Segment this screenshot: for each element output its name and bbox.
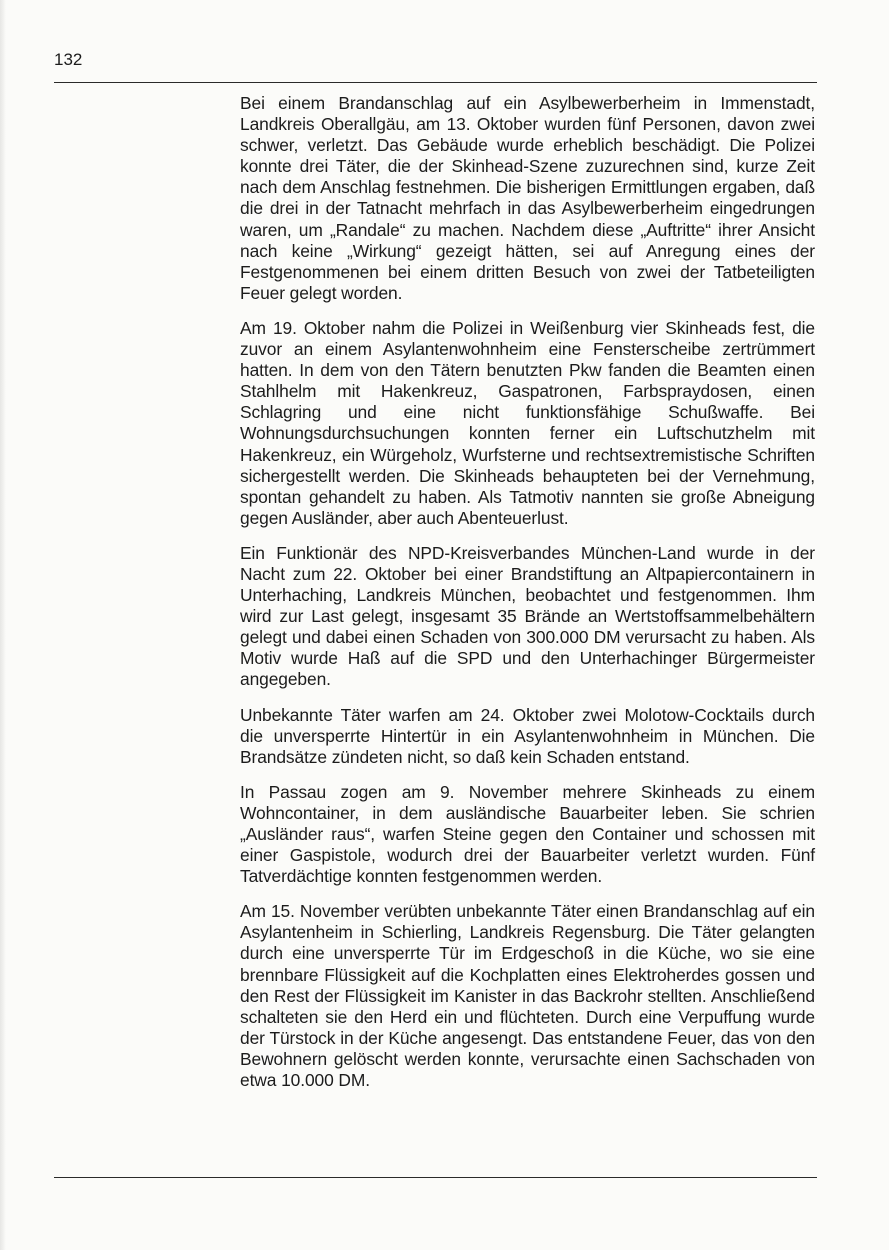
- paragraph-immenstadt: Bei einem Brandanschlag auf ein Asylbewerberheim in Immenstadt, Landkreis Oberallgäu, am 13. Oktober wurden fünf Personen, davon zwei schwer, verletzt. Das Gebäude wurde erheblich beschädigt. Die Polizei konnte drei Täter, die der Skinhead-Szene zuzurechnen sind, kurze Zeit nach dem Anschlag festnehmen. Die bisherigen Ermittlungen ergaben, daß die drei in der Tatnacht mehrfach in das Asylbewerberheim eingedrungen waren, um „Randale“ zu machen. Nachdem diese „Auftritte“ ihrer Ansicht nach keine „Wirkung“ gezeigt hätten, sei auf Anregung eines der Festgenommenen bei einem dritten Besuch von zwei der Tatbeteiligten Feuer gelegt worden.: [240, 93, 815, 303]
- paragraph-muenchen: Unbekannte Täter warfen am 24. Oktober zwei Molotow-Cocktails durch die unversperrte Hintertür in ein Asylantenwohnheim in München. Die Brandsätze zündeten nicht, so daß kein Schaden entstand.: [240, 704, 815, 767]
- page-number: 132: [54, 50, 83, 69]
- footer-rule: [54, 1177, 817, 1178]
- body-text: [240, 93, 815, 1105]
- paragraph-schierling: Am 15. November verübten unbekannte Täter einen Brandanschlag auf ein Asylantenheim in Schierling, Landkreis Regensburg. Die Täter gelangten durch eine unversperrte Tür im Erdgeschoß in die Küche, wo sie eine brennbare Flüssigkeit auf die Kochplatten eines Elektroherdes gossen und den Rest der Flüssigkeit im Kanister in das Backrohr stellten. Anschließend schalteten sie den Herd ein und flüchteten. Durch eine Verpuffung wurde der Türstock in der Küche angesengt. Das entstandene Feuer, das von den Bewohnern gelöscht werden konnte, verursachte einen Sachschaden von etwa 10.000 DM.: [240, 901, 815, 1091]
- paragraph-passau: In Passau zogen am 9. November mehrere Skinheads zu einem Wohncontainer, in dem ausländische Bauarbeiter leben. Sie schrien „Ausländer raus“, warfen Steine gegen den Container und schossen mit einer Gaspistole, wodurch drei der Bauarbeiter verletzt wurden. Fünf Tatverdächtige konnten festgenommen werden.: [240, 781, 815, 887]
- paragraph-unterhaching: Ein Funktionär des NPD-Kreisverbandes München-Land wurde in der Nacht zum 22. Oktober bei einer Brandstiftung an Altpapiercontainern in Unterhaching, Landkreis München, beobachtet und festgenommen. Ihm wird zur Last gelegt, insgesamt 35 Brände an Wertstoffsammelbehältern gelegt und dabei einen Schaden von 300.000 DM verursacht zu haben. Als Motiv wurde Haß auf die SPD und den Unterhachinger Bürgermeister angegeben.: [240, 542, 815, 690]
- header-rule: [54, 82, 817, 83]
- paragraph-weissenburg: Am 19. Oktober nahm die Polizei in Weißenburg vier Skinheads fest, die zuvor an einem Asylantenwohnheim eine Fensterscheibe zertrümmert hatten. In dem von den Tätern benutzten Pkw fanden die Beamten einen Stahlhelm mit Hakenkreuz, Gaspatronen, Farbspraydosen, einen Schlagring und eine nicht funktionsfähige Schußwaffe. Bei Wohnungsdurchsuchungen konnten ferner ein Luftschutzhelm mit Hakenkreuz, ein Würgeholz, Wurfsterne und rechtsextremistische Schriften sichergestellt werden. Die Skinheads behaupteten bei der Vernehmung, spontan gehandelt zu haben. Als Tatmotiv nannten sie große Abneigung gegen Ausländer, aber auch Abenteuerlust.: [240, 317, 815, 528]
- page-edge-shadow: [0, 0, 6, 1250]
